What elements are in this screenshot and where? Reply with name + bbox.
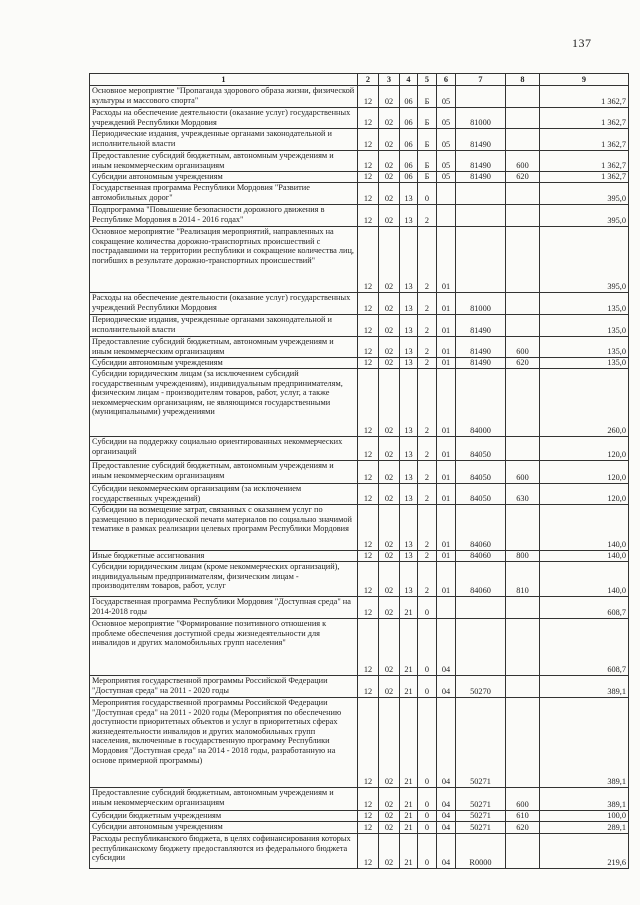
cell-col-3: 02 [379,484,400,505]
row-description: Субсидии автономным учреждениям [90,172,358,183]
cell-col-5: 0 [418,597,437,619]
cell-amount: 389,1 [540,676,629,698]
cell-amount: 140,0 [540,551,629,562]
cell-col-4: 13 [400,484,418,505]
cell-col-7: 84050 [456,484,506,505]
cell-col-3: 02 [379,369,400,437]
cell-col-2: 12 [358,822,379,834]
cell-col-4: 21 [400,834,418,869]
cell-col-6: 01 [437,337,456,358]
cell-col-5: 2 [418,562,437,597]
cell-amount: 120,0 [540,461,629,484]
cell-col-8 [506,315,540,337]
row-description: Субсидии на возмещение затрат, связанных с оказанием услуг по размещению в периодической печати материалов по социально значимой тематике в рамках реализации целевых программ Республики Мордовия [90,505,358,551]
cell-col-7: 81490 [456,172,506,183]
cell-col-8: 600 [506,151,540,172]
cell-col-4: 06 [400,172,418,183]
cell-col-5: Б [418,108,437,129]
cell-col-6: 01 [437,293,456,315]
row-description: Периодические издания, учрежденные органами законодательной и исполнительной власти [90,129,358,151]
cell-amount: 120,0 [540,484,629,505]
cell-col-5: 2 [418,337,437,358]
cell-col-6: 01 [437,369,456,437]
row-description: Мероприятия государственной программы Российской Федерации "Доступная среда" на 2011 - 2020 годы (Мероприятия по обеспечению доступности приоритетных объектов и услуг в приоритетных сферах жизнедеятельности инвалидов и других маломобильных групп населения, включенные в государственную программу Республики Мордовия "Доступная среда" на 2014 - 2018 годы, разработанную на основе примерной программы) [90,698,358,788]
cell-col-2: 12 [358,172,379,183]
row-description: Периодические издания, учрежденные органами законодательной и исполнительной власти [90,315,358,337]
cell-col-6: 01 [437,551,456,562]
cell-amount: 289,1 [540,822,629,834]
row-description: Субсидии некоммерческим организациям (за исключением государственных учреждений) [90,484,358,505]
cell-col-7: 81490 [456,358,506,369]
cell-col-6 [437,183,456,205]
cell-col-4: 21 [400,698,418,788]
cell-col-2: 12 [358,227,379,293]
cell-col-6: 01 [437,437,456,461]
cell-col-8: 600 [506,461,540,484]
cell-col-4: 06 [400,108,418,129]
cell-amount: 395,0 [540,227,629,293]
cell-amount: 260,0 [540,369,629,437]
cell-col-7: 81490 [456,337,506,358]
cell-col-7: 50270 [456,676,506,698]
cell-col-2: 12 [358,183,379,205]
cell-col-6: 04 [437,619,456,676]
cell-col-8: 620 [506,822,540,834]
table-row [90,811,629,822]
cell-col-8 [506,129,540,151]
cell-col-8: 600 [506,788,540,811]
cell-col-8: 600 [506,337,540,358]
cell-amount: 219,6 [540,834,629,869]
cell-col-3: 02 [379,505,400,551]
cell-col-4: 13 [400,358,418,369]
cell-col-4: 13 [400,369,418,437]
cell-amount: 1 362,7 [540,86,629,108]
cell-col-3: 02 [379,183,400,205]
cell-col-4: 06 [400,151,418,172]
cell-col-6 [437,205,456,227]
cell-col-7: 84060 [456,505,506,551]
cell-col-2: 12 [358,205,379,227]
cell-col-5: 0 [418,834,437,869]
header-col-5: 5 [418,74,437,86]
cell-col-3: 02 [379,834,400,869]
cell-col-4: 21 [400,619,418,676]
cell-col-3: 02 [379,86,400,108]
table-row [90,205,629,227]
cell-col-2: 12 [358,293,379,315]
cell-col-2: 12 [358,619,379,676]
cell-col-7: 84050 [456,437,506,461]
header-col-4: 4 [400,74,418,86]
cell-col-3: 02 [379,822,400,834]
cell-amount: 395,0 [540,183,629,205]
cell-col-3: 02 [379,108,400,129]
cell-col-3: 02 [379,129,400,151]
cell-col-7: 84060 [456,551,506,562]
row-description: Предоставление субсидий бюджетным, автономным учреждениям и иным некоммерческим организациям [90,337,358,358]
cell-amount: 140,0 [540,562,629,597]
row-description: Субсидии юридическим лицам (кроме некоммерческих организаций), индивидуальным предпринимателям, физическим лицам - производителям товаров, работ, услуг [90,562,358,597]
cell-amount: 135,0 [540,337,629,358]
cell-col-6: 01 [437,484,456,505]
cell-col-5: 0 [418,788,437,811]
table-row [90,172,629,183]
cell-col-8 [506,369,540,437]
cell-col-5: 2 [418,293,437,315]
row-description: Предоставление субсидий бюджетным, автономным учреждениям и иным некоммерческим организациям [90,788,358,811]
cell-amount: 100,0 [540,811,629,822]
cell-col-4: 06 [400,86,418,108]
cell-col-6: 05 [437,86,456,108]
cell-col-4: 13 [400,505,418,551]
cell-col-8: 800 [506,551,540,562]
cell-col-4: 21 [400,676,418,698]
cell-col-5: 0 [418,822,437,834]
table-row [90,619,629,676]
cell-col-8 [506,437,540,461]
cell-col-4: 21 [400,811,418,822]
table-row [90,315,629,337]
cell-col-2: 12 [358,484,379,505]
cell-col-5: 0 [418,811,437,822]
row-description: Субсидии юридическим лицам (за исключением субсидий государственным учреждениям), индивидуальным предпринимателям, физическим лицам - производителям товаров, работ, услуг, а также некоммерческим организациям, не являющимся государственными (муниципальными) учреждениями [90,369,358,437]
cell-col-5: 0 [418,619,437,676]
cell-col-2: 12 [358,834,379,869]
cell-col-8 [506,597,540,619]
cell-col-4: 13 [400,315,418,337]
cell-col-6: 01 [437,358,456,369]
cell-amount: 608,7 [540,597,629,619]
cell-col-6: 01 [437,315,456,337]
cell-col-8 [506,698,540,788]
header-col-7: 7 [456,74,506,86]
cell-col-2: 12 [358,315,379,337]
row-description: Субсидии автономным учреждениям [90,358,358,369]
cell-col-8 [506,676,540,698]
cell-amount: 1 362,7 [540,108,629,129]
row-description: Подпрограмма "Повышение безопасности дорожного движения в Республике Мордовия в 2014 - 2016 годах" [90,205,358,227]
cell-col-4: 13 [400,293,418,315]
cell-col-7: 84000 [456,369,506,437]
cell-col-5: Б [418,172,437,183]
table-row [90,834,629,869]
cell-col-6: 05 [437,108,456,129]
table-row [90,293,629,315]
cell-col-3: 02 [379,151,400,172]
cell-amount: 395,0 [540,205,629,227]
cell-col-5: 2 [418,461,437,484]
table-row [90,484,629,505]
cell-col-4: 13 [400,227,418,293]
cell-col-4: 13 [400,562,418,597]
cell-col-3: 02 [379,676,400,698]
table-row [90,562,629,597]
cell-col-2: 12 [358,358,379,369]
cell-col-5: 2 [418,505,437,551]
budget-table [89,73,629,869]
header-col-1: 1 [90,74,358,86]
table-row [90,86,629,108]
cell-amount: 120,0 [540,437,629,461]
cell-col-5: Б [418,151,437,172]
cell-col-2: 12 [358,369,379,437]
table-row [90,505,629,551]
header-col-3: 3 [379,74,400,86]
cell-col-4: 21 [400,788,418,811]
cell-col-7: 81490 [456,129,506,151]
cell-col-6: 05 [437,129,456,151]
cell-col-5: Б [418,129,437,151]
table-row [90,337,629,358]
cell-col-5: 2 [418,358,437,369]
header-col-6: 6 [437,74,456,86]
cell-col-8: 610 [506,811,540,822]
cell-col-6: 01 [437,505,456,551]
cell-col-7: 50271 [456,811,506,822]
cell-col-2: 12 [358,676,379,698]
cell-col-8 [506,505,540,551]
cell-amount: 1 362,7 [540,129,629,151]
cell-col-3: 02 [379,551,400,562]
cell-col-7: 50271 [456,788,506,811]
table-row [90,676,629,698]
cell-col-2: 12 [358,562,379,597]
cell-col-4: 13 [400,205,418,227]
table-header-row [90,74,629,86]
cell-col-7 [456,619,506,676]
cell-col-5: 0 [418,698,437,788]
table-row [90,822,629,834]
cell-col-8: 620 [506,172,540,183]
cell-col-4: 13 [400,461,418,484]
row-description: Основное мероприятие "Формирование позитивного отношения к проблеме обеспечения доступной среды жизнедеятельности для инвалидов и других маломобильных групп населения" [90,619,358,676]
cell-col-5: 2 [418,551,437,562]
cell-col-6: 04 [437,788,456,811]
table-row [90,227,629,293]
cell-col-5: 2 [418,484,437,505]
cell-col-2: 12 [358,505,379,551]
header-col-2: 2 [358,74,379,86]
cell-col-7: R0000 [456,834,506,869]
cell-col-7 [456,183,506,205]
cell-col-3: 02 [379,293,400,315]
row-description: Расходы республиканского бюджета, в целях софинансирования которых республиканскому бюджету предоставляются из федерального бюджета субсидии [90,834,358,869]
row-description: Расходы на обеспечение деятельности (оказание услуг) государственных учреждений Республики Мордовия [90,293,358,315]
cell-col-8 [506,293,540,315]
cell-col-3: 02 [379,597,400,619]
cell-amount: 135,0 [540,315,629,337]
cell-col-7: 81000 [456,108,506,129]
cell-col-3: 02 [379,315,400,337]
cell-col-3: 02 [379,205,400,227]
table-row [90,788,629,811]
cell-amount: 1 362,7 [540,172,629,183]
cell-col-2: 12 [358,788,379,811]
cell-col-5: 2 [418,437,437,461]
cell-col-6: 01 [437,227,456,293]
cell-col-5: 2 [418,227,437,293]
table-row [90,698,629,788]
cell-col-7: 50271 [456,822,506,834]
cell-col-4: 21 [400,822,418,834]
cell-col-8: 630 [506,484,540,505]
cell-col-6: 04 [437,822,456,834]
cell-col-7: 84050 [456,461,506,484]
cell-col-3: 02 [379,227,400,293]
cell-col-7: 81490 [456,151,506,172]
cell-col-8 [506,619,540,676]
cell-col-4: 13 [400,437,418,461]
table-row [90,108,629,129]
cell-col-7 [456,205,506,227]
row-description: Предоставление субсидий бюджетным, автономным учреждениям и иным некоммерческим организациям [90,151,358,172]
table-row [90,551,629,562]
cell-col-7 [456,86,506,108]
cell-amount: 135,0 [540,293,629,315]
cell-col-2: 12 [358,151,379,172]
cell-col-7: 81490 [456,315,506,337]
cell-col-4: 06 [400,129,418,151]
cell-amount: 140,0 [540,505,629,551]
cell-col-3: 02 [379,562,400,597]
cell-col-3: 02 [379,461,400,484]
row-description: Субсидии бюджетным учреждениям [90,811,358,822]
cell-col-4: 13 [400,337,418,358]
row-description: Расходы на обеспечение деятельности (оказание услуг) государственных учреждений Республики Мордовия [90,108,358,129]
row-description: Государственная программа Республики Мордовия "Развитие автомобильных дорог" [90,183,358,205]
table-row [90,358,629,369]
cell-amount: 389,1 [540,788,629,811]
cell-col-5: 2 [418,315,437,337]
table-row [90,369,629,437]
cell-col-8: 620 [506,358,540,369]
row-description: Предоставление субсидий бюджетным, автономным учреждениям и иным некоммерческим организациям [90,461,358,484]
cell-col-5: 2 [418,369,437,437]
cell-col-2: 12 [358,698,379,788]
cell-col-2: 12 [358,597,379,619]
cell-amount: 608,7 [540,619,629,676]
cell-col-7: 50271 [456,698,506,788]
cell-col-3: 02 [379,358,400,369]
row-description: Мероприятия государственной программы Российской Федерации "Доступная среда" на 2011 - 2020 годы [90,676,358,698]
cell-col-8 [506,227,540,293]
cell-col-6: 04 [437,698,456,788]
table-row [90,597,629,619]
cell-col-3: 02 [379,698,400,788]
table-row [90,437,629,461]
table-body [90,86,629,869]
cell-col-3: 02 [379,337,400,358]
row-description: Субсидии на поддержку социально ориентированных некоммерческих организаций [90,437,358,461]
table-row [90,461,629,484]
cell-col-2: 12 [358,461,379,484]
cell-col-8 [506,183,540,205]
table-row [90,183,629,205]
cell-col-7 [456,597,506,619]
row-description: Государственная программа Республики Мордовия "Доступная среда" на 2014-2018 годы [90,597,358,619]
cell-col-2: 12 [358,437,379,461]
cell-col-4: 21 [400,597,418,619]
cell-col-7: 84060 [456,562,506,597]
row-description: Субсидии автономным учреждениям [90,822,358,834]
cell-col-3: 02 [379,172,400,183]
cell-col-7 [456,227,506,293]
cell-col-2: 12 [358,129,379,151]
header-col-9: 9 [540,74,629,86]
cell-col-6: 04 [437,834,456,869]
page-number: 137 [572,36,592,50]
cell-col-4: 13 [400,551,418,562]
cell-col-8 [506,205,540,227]
cell-col-5: 2 [418,205,437,227]
cell-col-5: 0 [418,676,437,698]
cell-col-4: 13 [400,183,418,205]
cell-col-2: 12 [358,551,379,562]
cell-col-2: 12 [358,108,379,129]
cell-amount: 135,0 [540,358,629,369]
cell-col-3: 02 [379,437,400,461]
cell-col-8 [506,108,540,129]
cell-col-8 [506,834,540,869]
cell-col-5: Б [418,86,437,108]
table-row [90,129,629,151]
cell-col-6: 05 [437,172,456,183]
cell-col-6: 05 [437,151,456,172]
cell-col-3: 02 [379,811,400,822]
cell-col-6: 04 [437,676,456,698]
cell-col-2: 12 [358,811,379,822]
cell-col-6: 01 [437,461,456,484]
row-description: Основное мероприятие "Пропаганда здорового образа жизни, физической культуры и массового спорта" [90,86,358,108]
cell-col-7: 81000 [456,293,506,315]
cell-col-6: 01 [437,562,456,597]
table-row [90,151,629,172]
cell-amount: 389,1 [540,698,629,788]
cell-col-5: 0 [418,183,437,205]
header-col-8: 8 [506,74,540,86]
cell-col-3: 02 [379,788,400,811]
row-description: Иные бюджетные ассигнования [90,551,358,562]
cell-col-3: 02 [379,619,400,676]
cell-col-2: 12 [358,86,379,108]
cell-amount: 1 362,7 [540,151,629,172]
cell-col-8 [506,86,540,108]
row-description: Основное мероприятие "Реализация мероприятий, направленных на сокращение количества дорожно-транспортных происшествий с пострадавшими на территории республики и сокращение количества лиц, погибших в результате дорожно-транспортных происшествий" [90,227,358,293]
cell-col-8: 810 [506,562,540,597]
cell-col-2: 12 [358,337,379,358]
cell-col-6: 04 [437,811,456,822]
cell-col-6 [437,597,456,619]
